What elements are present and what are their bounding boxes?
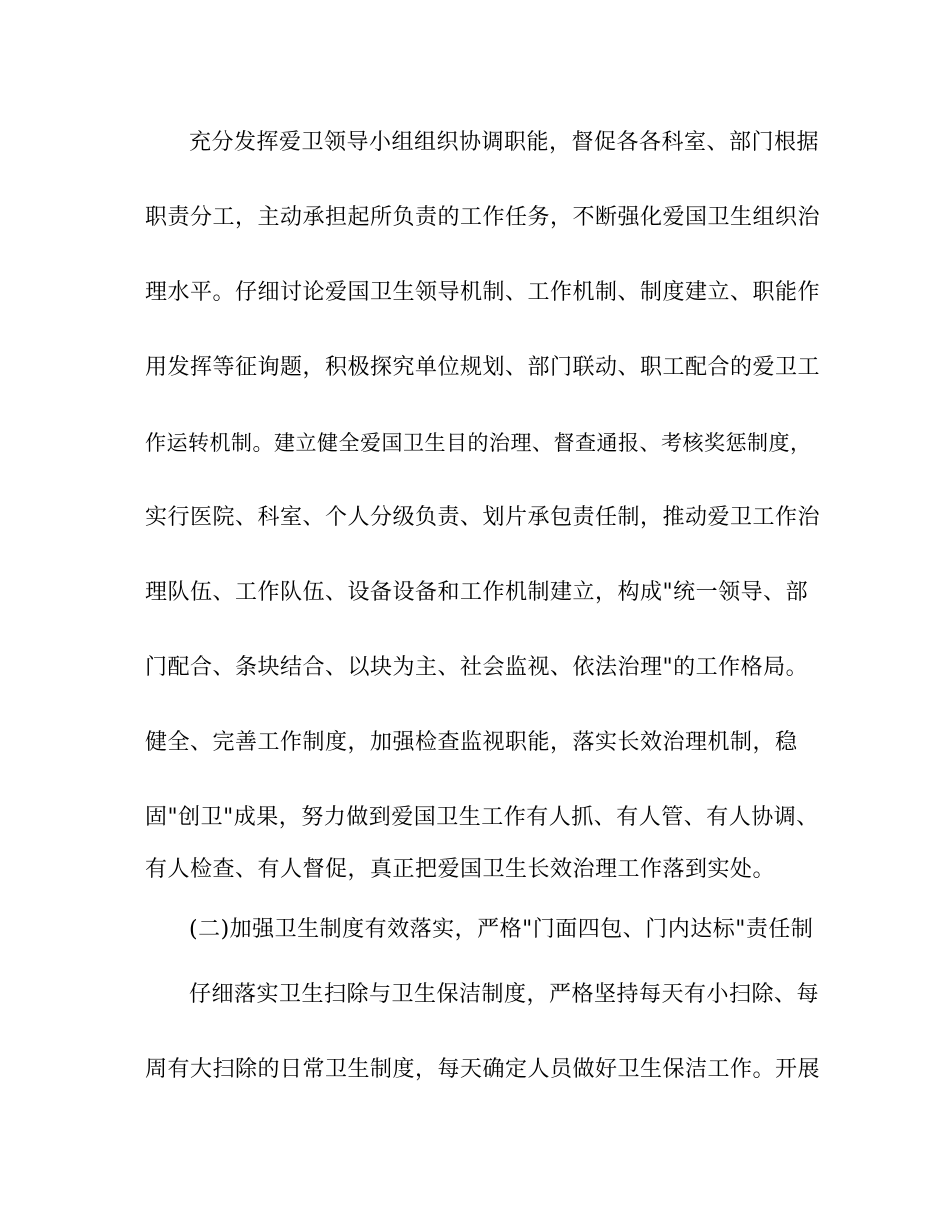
paragraph-line: 仔细落实卫生扫除与卫生保洁制度，严格坚持每天有小扫除、每 (189, 982, 820, 1007)
paragraph-line: 理队伍、工作队伍、设备设备和工作机制建立，构成"统一领导、部 (145, 580, 809, 605)
paragraph-line: 用发挥等征询题，积极探究单位规划、部门联动、职工配合的爱卫工 (145, 355, 821, 380)
paragraph-line: 职责分工，主动承担起所负责的工作任务，不断强化爱国卫生组织治 (145, 205, 821, 230)
paragraph-line: 充分发挥爱卫领导小组组织协调职能，督促各各科室、部门根据 (189, 130, 820, 155)
paragraph-line: 周有大扫除的日常卫生制度，每天确定人员做好卫生保洁工作。开展 (145, 1057, 821, 1082)
paragraph-line: 有人检查、有人督促，真正把爱国卫生长效治理工作落到实处。 (145, 857, 776, 882)
paragraph-line: 理水平。仔细讨论爱国卫生领导机制、工作机制、制度建立、职能作 (145, 280, 821, 305)
paragraph-line: 健全、完善工作制度，加强检查监视职能，落实长效治理机制，稳 (145, 730, 798, 755)
paragraph-line: 固"创卫"成果，努力做到爱国卫生工作有人抓、有人管、有人协调、 (145, 805, 819, 830)
paragraph-line: 作运转机制。建立健全爱国卫生目的治理、督查通报、考核奖惩制度， (145, 431, 812, 455)
section-heading: (二)加强卫生制度有效落实，严格"门面四包、门内达标"责任制 (189, 917, 814, 942)
paragraph-line: 实行医院、科室、个人分级负责、划片承包责任制，推动爱卫工作治 (145, 505, 821, 530)
paragraph-line: 门配合、条块结合、以块为主、社会监视、依法治理"的工作格局。 (145, 655, 809, 680)
